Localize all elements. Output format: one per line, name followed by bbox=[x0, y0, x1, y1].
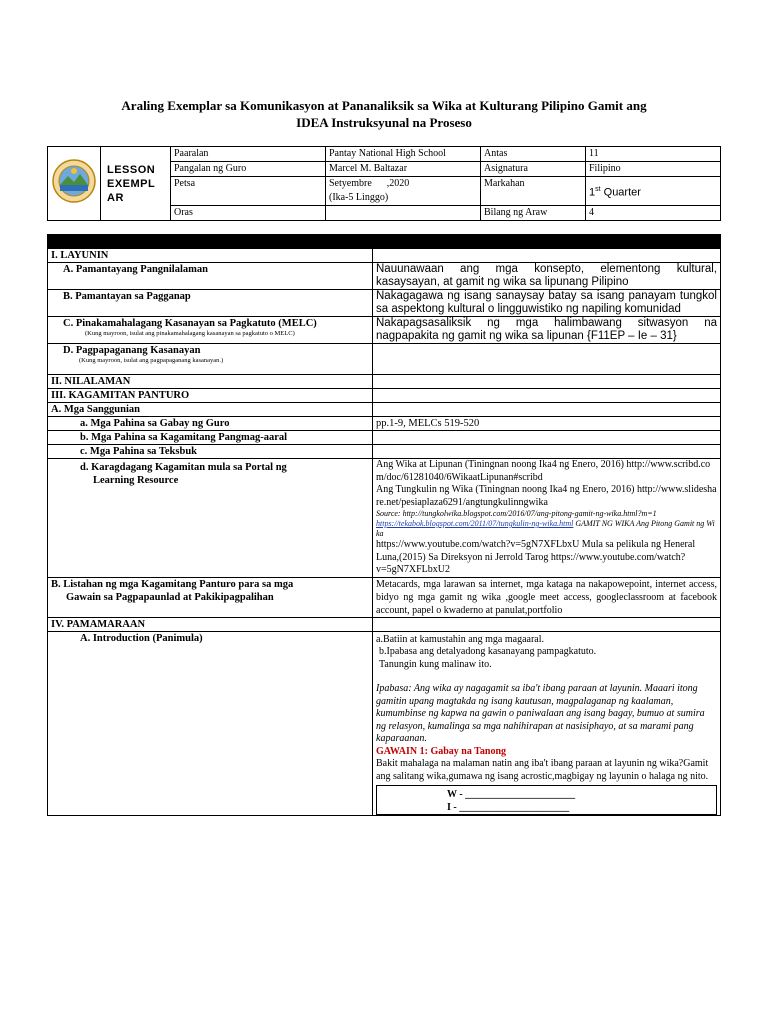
petsa-week: (Ika-5 Linggo) bbox=[329, 192, 389, 203]
nilalaman-label: II. NILALAMAN bbox=[48, 375, 373, 389]
guro-label: Pangalan ng Guro bbox=[171, 162, 326, 177]
pagpapaganang-label: D. Pagpapaganang Kasanayan bbox=[63, 345, 201, 356]
guro-value: Marcel M. Baltazar bbox=[326, 162, 481, 177]
lesson-table bbox=[47, 234, 721, 816]
layunin-label: I. LAYUNIN bbox=[48, 249, 373, 263]
portal-cell bbox=[48, 459, 373, 578]
row-melc bbox=[48, 317, 721, 344]
melc-note: (Kung mayroon, isulat ang pinakamahalagang kasanayan sa pagkatuto o MELC) bbox=[85, 330, 295, 337]
paaralan-label: Paaralan bbox=[171, 147, 326, 162]
portal-link[interactable]: https://tekabok.blogspot.com/2011/07/tungkulin-ng-wika.html bbox=[376, 519, 574, 528]
bilang-value: 4 bbox=[586, 206, 721, 221]
portal-ref-1: Ang Wika at Lipunan (Tiningnan noong Ika4 ng Enero, 2016) http://www.scribd.com/doc/61281040/6WikaatLipunan#scribd bbox=[376, 459, 711, 483]
pangmag-aaral-label: b. Mga Pahina sa Kagamitang Pangmag-aaral bbox=[48, 431, 373, 445]
portal-rest: https://www.youtube.com/watch?v=5gN7XFLbxU Mula sa pelikula ng Heneral Luna,(2015) Sa Direksyon ni Jerrold Tarog https://www.youtube.com/watch?v=5gN7XFLbxU2 bbox=[376, 539, 696, 575]
school-seal-icon bbox=[51, 158, 97, 204]
row-pamamaraan bbox=[48, 617, 721, 631]
row-pagpapaganang bbox=[48, 344, 721, 375]
petsa-value bbox=[326, 177, 481, 206]
pamantayan-pagganap-text: Nakagagawa ng isang sanaysay batay sa isang panayam tungkol sa aspektong kultural o lingguwistiko ng napiling komunidad bbox=[373, 290, 721, 317]
intro-step-c: Tanungin kung malinaw ito. bbox=[379, 658, 492, 670]
row-pangmag-aaral bbox=[48, 431, 721, 445]
acrostic-i: I - ______________________ bbox=[447, 802, 570, 813]
intro-step-b: b.Ipabasa ang detalyadong kasanayang pampagkatuto. bbox=[379, 646, 597, 657]
portal-gamit: GAMIT NG WIKA Ang Pitong Gamit ng Wika bbox=[376, 519, 715, 538]
gabay-guro-label: a. Mga Pahina sa Gabay ng Guro bbox=[48, 417, 373, 431]
row-listahan bbox=[48, 577, 721, 617]
listahan-text: Metacards, mga larawan sa internet, mga kataga na nakapowepoint, internet access, bidyo ng mga gamit ng wika ,google meet access, googleclassroom at facebook account, papel o kwaderno at panulat,portfolio bbox=[373, 577, 721, 617]
pamantayang-pangnilalaman-label: A. Pamantayang Pangnilalaman bbox=[48, 263, 373, 290]
sanggunian-label: A. Mga Sanggunian bbox=[48, 403, 373, 417]
pagpapaganang-cell bbox=[48, 344, 373, 375]
portal-label-1: d. Karagdagang Kagamitan mula sa Portal ng bbox=[80, 462, 287, 473]
antas-label: Antas bbox=[481, 147, 586, 162]
row-teksbuk bbox=[48, 445, 721, 459]
markahan-value bbox=[586, 177, 721, 206]
gawain-question: Bakit mahalaga na malaman natin ang iba't ibang paraan at layunin ng wika?Gamit ang salitang wika,gumawa ng isang acrostic,magbigay ng layunin o halaga ng nito. bbox=[376, 758, 709, 782]
melc-cell bbox=[48, 317, 373, 344]
acrostic-box bbox=[376, 785, 717, 815]
row-portal bbox=[48, 459, 721, 578]
row-sanggunian bbox=[48, 403, 721, 417]
markahan-number: 1 bbox=[589, 186, 596, 199]
pagpapaganang-note: (Kung mayroon, isulat ang pagpapaganang kasanayan.) bbox=[79, 357, 224, 364]
header-table bbox=[47, 146, 721, 221]
markahan-quarter: Quarter bbox=[600, 186, 641, 199]
asignatura-value: Filipino bbox=[586, 162, 721, 177]
melc-label: C. Pinakamahalagang Kasanayan sa Pagkatuto (MELC) bbox=[63, 318, 317, 329]
row-kagamitan bbox=[48, 389, 721, 403]
row-gabay-guro bbox=[48, 417, 721, 431]
listahan-label-2: Gawain sa Pagpapaunlad at Pakikipagpalihan bbox=[66, 591, 274, 603]
portal-ref-2: Ang Tungkulin ng Wika (Tiningnan noong Ika4 ng Enero, 2016) http://www.slideshare.net/pesiaplaza6291/angtungkulinngwika bbox=[376, 484, 717, 508]
oras-label: Oras bbox=[171, 206, 326, 221]
acrostic-w: W - ______________________ bbox=[447, 789, 576, 800]
portal-text bbox=[373, 459, 721, 578]
introduction-content bbox=[373, 631, 721, 816]
markahan-label: Markahan bbox=[481, 177, 586, 206]
acrostic-field[interactable] bbox=[377, 786, 717, 815]
melc-text: Nakapagsasaliksik ng mga halimbawang sitwasyon na nagpapakita ng gamit ng wika sa lipunan {F11EP – Ie – 31} bbox=[373, 317, 721, 344]
row-pamantayang-pangnilalaman bbox=[48, 263, 721, 290]
row-layunin bbox=[48, 249, 721, 263]
school-logo-cell bbox=[48, 147, 101, 221]
teksbuk-label: c. Mga Pahina sa Teksbuk bbox=[48, 445, 373, 459]
pamamaraan-label: IV. PAMAMARAAN bbox=[48, 617, 373, 631]
row-introduction bbox=[48, 631, 721, 816]
row-pamantayan-pagganap bbox=[48, 290, 721, 317]
petsa-date: Setyembre ,2020 bbox=[329, 178, 410, 189]
asignatura-label: Asignatura bbox=[481, 162, 586, 177]
portal-label-2: Learning Resource bbox=[93, 475, 179, 486]
gabay-guro-text: pp.1-9, MELCs 519-520 bbox=[373, 417, 721, 431]
introduction-label: A. Introduction (Panimula) bbox=[48, 631, 373, 816]
pamantayang-pangnilalaman-text: Nauunawaan ang mga konsepto, elementong kultural, kasaysayan, at gamit ng wika sa lipunang Pilipino bbox=[373, 263, 721, 290]
portal-source: Source: http://tungkolwika.blogspot.com/2016/07/ang-pitong-gamit-ng-wika.html?m=1 bbox=[376, 509, 657, 518]
paaralan-value: Pantay National High School bbox=[326, 147, 481, 162]
gawain-heading: GAWAIN 1: Gabay na Tanong bbox=[376, 745, 507, 757]
oras-value bbox=[326, 206, 481, 221]
antas-value: 11 bbox=[586, 147, 721, 162]
lesson-exemplar-label: LESSON EXEMPL AR bbox=[101, 147, 171, 221]
bilang-label: Bilang ng Araw bbox=[481, 206, 586, 221]
listahan-label-1: B. Listahan ng mga Kagamitang Panturo para sa mga bbox=[51, 578, 294, 590]
kagamitan-label: III. KAGAMITAN PANTURO bbox=[48, 389, 373, 403]
listahan-cell bbox=[48, 577, 373, 617]
ipabasa-text: Ipabasa: Ang wika ay nagagamit sa iba't ibang paraan at layunin. Maaari itong gamitin upang magtakda ng isang kautusan, magpalaganap ng kaalaman, kumumbinse ng kapwa na gawin o paniwalaan ang isang bagay, bumuo at sumira ng relasyon, kumalinga sa mga nahihirapan at nasisiphayo, at sa marami pang kaparaanan. bbox=[376, 683, 705, 744]
document-title bbox=[60, 97, 708, 131]
row-nilalaman bbox=[48, 375, 721, 389]
markahan-suffix: st bbox=[595, 185, 601, 193]
petsa-label: Petsa bbox=[171, 177, 326, 206]
intro-step-a: a.Batiin at kamustahin ang mga magaaral. bbox=[376, 633, 544, 645]
black-header-bar bbox=[48, 235, 721, 249]
title-line-2: IDEA Instruksyunal na Proseso bbox=[296, 115, 472, 130]
pamantayan-pagganap-label: B. Pamantayan sa Pagganap bbox=[48, 290, 373, 317]
title-line-1: Araling Exemplar sa Komunikasyon at Pananaliksik sa Wika at Kulturang Pilipino Gamit ang bbox=[121, 98, 647, 113]
